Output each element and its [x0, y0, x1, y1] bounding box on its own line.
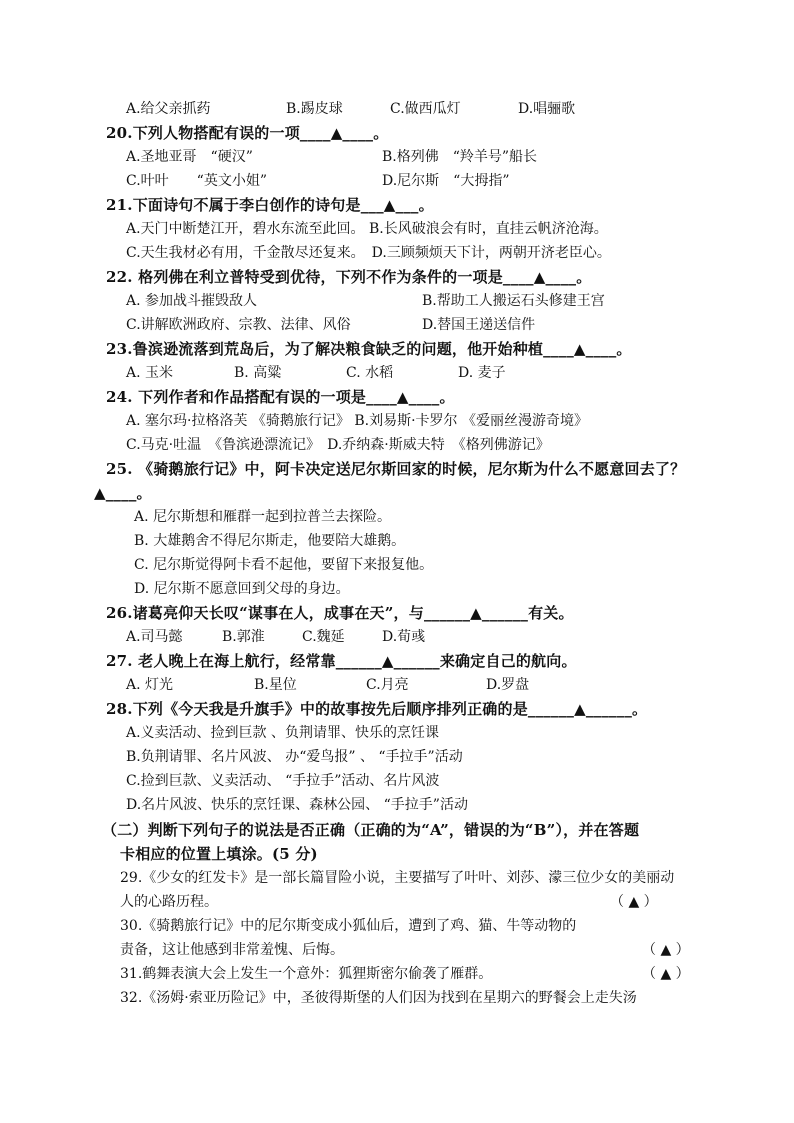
option-line	[0, 746, 794, 770]
option-line	[0, 770, 794, 794]
line-text: A.给父亲抓药	[126, 101, 211, 117]
line-text: 20.下列人物搭配有误的一项____▲____。	[106, 124, 389, 142]
option-line	[0, 290, 794, 314]
option-line	[0, 314, 794, 338]
line-text: B. 高粱	[234, 365, 282, 381]
statement-line	[0, 939, 794, 963]
line-text: A.天门中断楚江开，碧水东流至此回。 B.长风破浪会有时，直挂云帆济沧海。	[126, 221, 608, 237]
question-line	[0, 602, 794, 626]
line-text: 26.诸葛亮仰天长叹“谋事在人，成事在天”，与______▲______有关。	[106, 604, 574, 622]
line-text: （二）判断下列句子的说法是否正确（正确的为“A”，错误的为“B”），并在答题	[102, 821, 640, 839]
line-text: D.名片风波、快乐的烹饪课、森林公园、 “手拉手”活动	[126, 797, 468, 813]
line-text: 29.《少女的红发卡》是一部长篇冒险小说，主要描写了叶叶、刘莎、濛三位少女的美丽动	[120, 870, 675, 886]
line-text: C.捡到巨款、义卖活动、 “手拉手”活动、名片风波	[126, 773, 440, 789]
line-text: 人的心路历程。	[120, 894, 218, 910]
line-text: B.踢皮球	[286, 101, 343, 117]
option-line	[0, 506, 794, 530]
option-line	[0, 578, 794, 602]
question-line	[0, 458, 794, 482]
line-text: C.做西瓜灯	[390, 101, 461, 117]
line-text: A. 玉米	[126, 365, 174, 381]
line-text: B.帮助工人搬运石头修建王宫	[422, 293, 605, 309]
option-line	[0, 170, 794, 194]
option-line	[0, 434, 794, 458]
option-line	[0, 530, 794, 554]
question-line	[0, 122, 794, 146]
line-text: C.马克·吐温 《鲁滨逊漂流记》 D.乔纳森·斯威夫特 《格列佛游记》	[126, 437, 550, 453]
line-text: A. 尼尔斯想和雁群一起到拉普兰去探险。	[134, 509, 392, 525]
line-text: A. 塞尔玛·拉格洛芙 《骑鹅旅行记》 B.刘易斯·卡罗尔 《爱丽丝漫游奇境》	[126, 413, 588, 429]
line-text: D.替国王递送信件	[422, 317, 536, 333]
statement-line	[0, 867, 794, 891]
line-text: C. 水稻	[346, 365, 394, 381]
line-text: 28.下列《今天我是升旗手》中的故事按先后顺序排列正确的是______▲______。	[106, 700, 648, 718]
line-text: 27. 老人晚上在海上航行，经常靠______▲______来确定自己的航向。	[106, 652, 577, 670]
line-text: B.格列佛 “羚羊号”船长	[382, 149, 538, 165]
line-text: B. 大雄鹅舍不得尼尔斯走，他要陪大雄鹅。	[134, 533, 406, 549]
line-text: （ ▲ ）	[642, 966, 690, 982]
line-text: D. 麦子	[458, 365, 506, 381]
line-text: B.郭淮	[222, 629, 265, 645]
line-text: C.天生我材必有用，千金散尽还复来。 D.三顾频烦天下计，两朝开济老臣心。	[126, 245, 611, 261]
line-text: D. 尼尔斯不愿意回到父母的身边。	[134, 581, 350, 597]
line-text: C.叶叶 “英文小姐”	[126, 173, 267, 189]
question-line	[0, 698, 794, 722]
line-text: （ ▲ ）	[610, 894, 658, 910]
line-text: C.魏延	[302, 629, 345, 645]
option-line	[0, 794, 794, 818]
line-text: D.荀彧	[382, 629, 426, 645]
option-line	[0, 242, 794, 266]
line-text: D.罗盘	[486, 677, 530, 693]
line-text: 卡相应的位置上填涂。(5 分)	[120, 845, 318, 863]
line-text: 25. 《骑鹅旅行记》中，阿卡决定送尼尔斯回家的时候，尼尔斯为什么不愿意回去了？	[106, 460, 686, 478]
line-text: 22. 格列佛在利立普特受到优待，下列不作为条件的一项是____▲____。	[106, 268, 592, 286]
line-text: 31.鹤舞表演大会上发生一个意外：狐狸斯密尔偷袭了雁群。	[120, 966, 493, 982]
line-text: 23.鲁滨逊流落到荒岛后，为了解决粮食缺乏的问题，他开始种植____▲____。	[106, 340, 632, 358]
line-text: C.讲解欧洲政府、宗教、法律、风俗	[126, 317, 351, 333]
option-line	[0, 146, 794, 170]
line-text: 责备，这让他感到非常羞愧、后悔。	[120, 942, 344, 958]
line-text: 30.《骑鹅旅行记》中的尼尔斯变成小狐仙后，遭到了鸡、猫、牛等动物的	[120, 918, 577, 934]
line-text: C. 尼尔斯觉得阿卡看不起他，要留下来报复他。	[134, 557, 434, 573]
question-line	[0, 194, 794, 218]
option-line	[0, 218, 794, 242]
statement-line	[0, 987, 794, 1011]
line-text: D.唱骊歌	[518, 101, 576, 117]
question-line	[0, 819, 794, 843]
line-text: C.月亮	[366, 677, 409, 693]
option-line	[0, 362, 794, 386]
line-text: B.负荆请罪、名片风波、 办“爱鸟报” 、 “手拉手”活动	[126, 749, 463, 765]
line-text: A. 灯光	[126, 677, 174, 693]
line-text: A.圣地亚哥 “硬汉”	[126, 149, 253, 165]
question-line	[0, 266, 794, 290]
line-text: （ ▲ ）	[642, 942, 690, 958]
option-line	[0, 410, 794, 434]
question-line	[0, 338, 794, 362]
option-line	[0, 626, 794, 650]
line-text: ▲____。	[94, 484, 152, 502]
question-line	[0, 843, 794, 867]
statement-line	[0, 963, 794, 987]
question-line	[0, 386, 794, 410]
line-text: 32.《汤姆·索亚历险记》中，圣彼得斯堡的人们因为找到在星期六的野餐会上走失汤	[120, 990, 637, 1006]
line-text: A.司马懿	[126, 629, 183, 645]
question-line	[0, 482, 794, 506]
option-line	[0, 98, 794, 122]
line-text: 24. 下列作者和作品搭配有误的一项是____▲____。	[106, 388, 455, 406]
line-text: A.义卖活动、捡到巨款 、负荆请罪、快乐的烹饪课	[126, 725, 440, 741]
line-text: 21.下面诗句不属于李白创作的诗句是___▲___。	[106, 196, 434, 214]
line-text: B.星位	[254, 677, 297, 693]
option-line	[0, 554, 794, 578]
statement-line	[0, 891, 794, 915]
option-line	[0, 674, 794, 698]
question-line	[0, 650, 794, 674]
statement-line	[0, 915, 794, 939]
option-line	[0, 722, 794, 746]
line-text: A. 参加战斗摧毁敌人	[126, 293, 258, 309]
line-text: D.尼尔斯 “大拇指”	[382, 173, 510, 189]
